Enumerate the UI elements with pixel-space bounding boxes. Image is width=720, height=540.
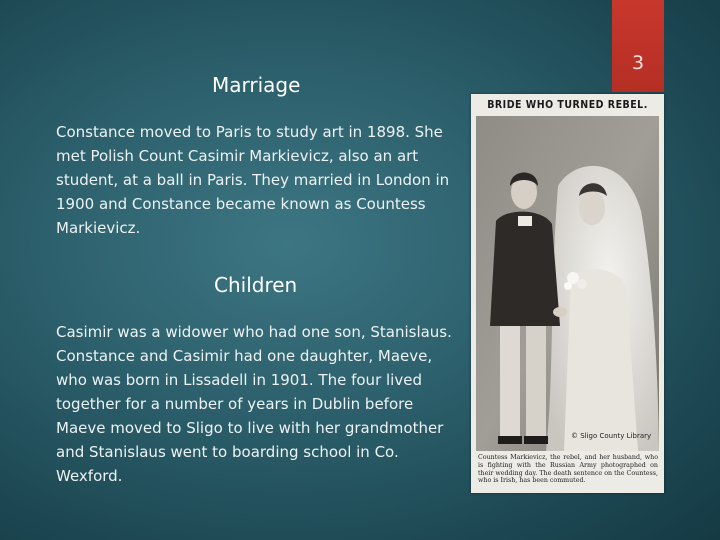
wedding-photo-illustration — [476, 116, 659, 451]
library-watermark: © Sligo County Library — [571, 432, 652, 440]
children-paragraph: Casimir was a widower who had one son, Stanislaus. Constance and Casimir had one daughter, Maeve, who was born in Lissadell in 1901. The four lived together for a number of years in Dublin before Maeve moved to Sligo to live with her grandmother and Stanislaus went to boarding school in Co. Wexford. — [56, 323, 452, 485]
clipping-caption: Countess Markievicz, the rebel, and her husband, who is fighting with the Russian Army photographed on their wedding day. The death sentence on the Countess, who is Irish, has been commuted. — [478, 454, 658, 485]
marriage-paragraph: Constance moved to Paris to study art in 1898. She met Polish Count Casimir Markievicz, also an art student, at a ball in Paris. They married in London in 1900 and Constance became known as Countess Markievicz. — [56, 123, 450, 237]
wedding-newspaper-clipping — [471, 94, 664, 493]
clipping-headline: BRIDE WHO TURNED REBEL. — [487, 99, 648, 111]
slide-number-tab — [612, 0, 664, 92]
marriage-heading: Marriage — [212, 73, 301, 97]
children-heading: Children — [214, 273, 298, 297]
slide-number: 3 — [631, 52, 645, 74]
